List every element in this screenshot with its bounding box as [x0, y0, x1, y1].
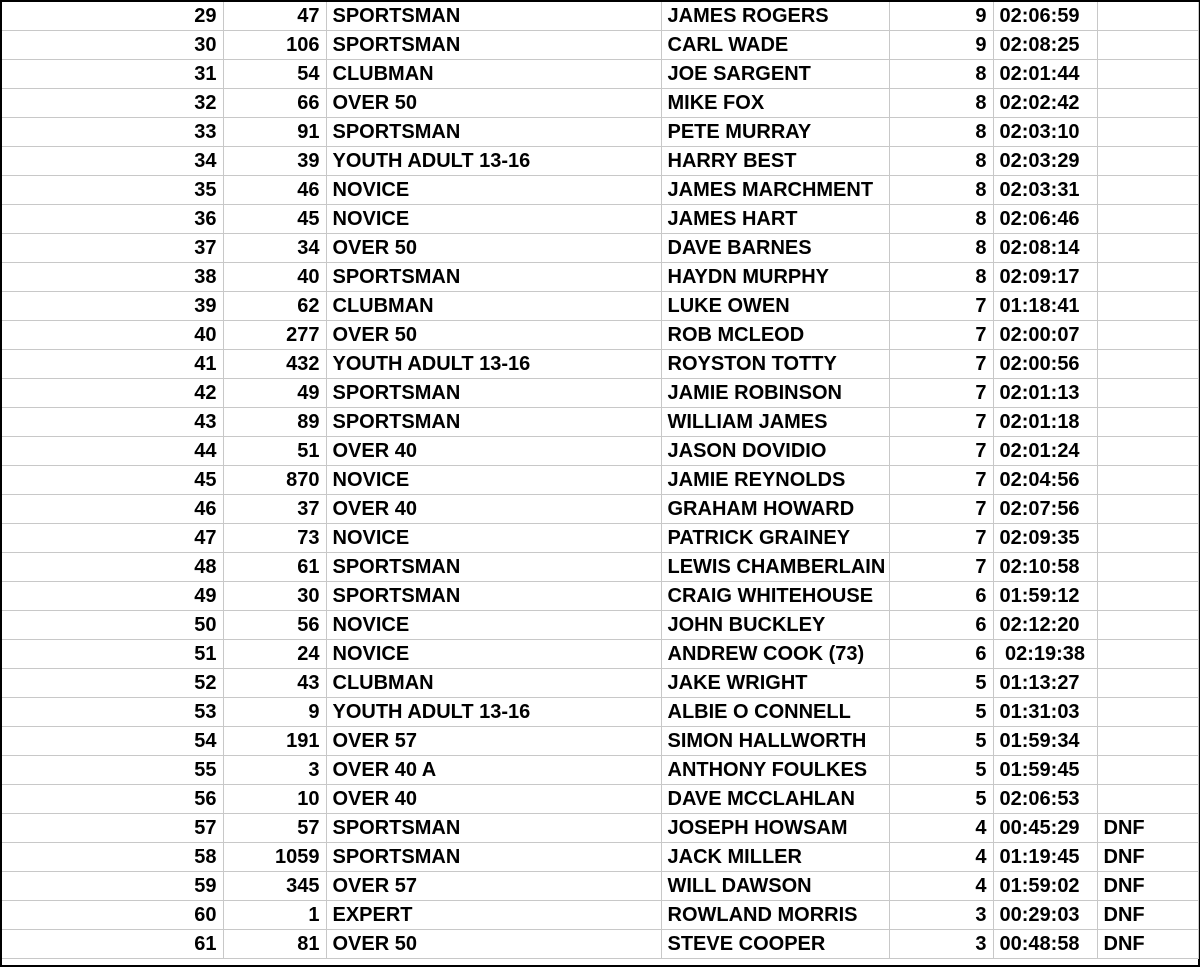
status-cell	[1097, 292, 1198, 321]
rider-name-cell: JAMES MARCHMENT	[661, 176, 889, 205]
rider-name-cell: CARL WADE	[661, 31, 889, 60]
status-cell	[1097, 118, 1198, 147]
status-cell	[1097, 437, 1198, 466]
status-cell: DNF	[1097, 814, 1198, 843]
time-cell: 02:03:10	[993, 118, 1097, 147]
laps-cell: 6	[889, 611, 993, 640]
table-row	[2, 205, 1198, 234]
laps-cell: 7	[889, 379, 993, 408]
laps-cell: 8	[889, 118, 993, 147]
status-cell: DNF	[1097, 901, 1198, 930]
status-cell	[1097, 147, 1198, 176]
rider-number-cell: 81	[223, 930, 326, 959]
rider-number-cell: 30	[223, 582, 326, 611]
position-cell: 48	[2, 553, 223, 582]
rider-name-cell: ANDREW COOK (73)	[661, 640, 889, 669]
laps-cell: 7	[889, 495, 993, 524]
table-row	[2, 785, 1198, 814]
laps-cell: 7	[889, 553, 993, 582]
status-cell	[1097, 205, 1198, 234]
status-cell	[1097, 553, 1198, 582]
rider-name-cell: DAVE BARNES	[661, 234, 889, 263]
class-cell: SPORTSMAN	[326, 408, 661, 437]
rider-number-cell: 56	[223, 611, 326, 640]
position-cell: 59	[2, 872, 223, 901]
table-row	[2, 466, 1198, 495]
time-cell: 01:19:45	[993, 843, 1097, 872]
class-cell: EXPERT	[326, 901, 661, 930]
time-cell: 02:00:07	[993, 321, 1097, 350]
status-cell	[1097, 582, 1198, 611]
rider-number-cell: 106	[223, 31, 326, 60]
time-cell: 02:06:53	[993, 785, 1097, 814]
class-cell: YOUTH ADULT 13-16	[326, 698, 661, 727]
class-cell: CLUBMAN	[326, 292, 661, 321]
laps-cell: 4	[889, 843, 993, 872]
class-cell: OVER 40	[326, 437, 661, 466]
position-cell: 49	[2, 582, 223, 611]
rider-number-cell: 24	[223, 640, 326, 669]
status-cell	[1097, 2, 1198, 31]
rider-number-cell: 45	[223, 205, 326, 234]
class-cell: YOUTH ADULT 13-16	[326, 147, 661, 176]
table-row	[2, 901, 1198, 930]
status-cell	[1097, 524, 1198, 553]
class-cell: CLUBMAN	[326, 60, 661, 89]
class-cell: OVER 50	[326, 321, 661, 350]
rider-number-cell: 43	[223, 669, 326, 698]
position-cell: 50	[2, 611, 223, 640]
status-cell	[1097, 89, 1198, 118]
time-cell: 02:01:13	[993, 379, 1097, 408]
position-cell: 38	[2, 263, 223, 292]
time-cell: 02:09:17	[993, 263, 1097, 292]
class-cell: OVER 57	[326, 872, 661, 901]
laps-cell: 7	[889, 321, 993, 350]
status-cell	[1097, 263, 1198, 292]
rider-number-cell: 1059	[223, 843, 326, 872]
rider-number-cell: 91	[223, 118, 326, 147]
time-cell: 02:01:44	[993, 60, 1097, 89]
position-cell: 36	[2, 205, 223, 234]
class-cell: OVER 57	[326, 727, 661, 756]
rider-name-cell: ROYSTON TOTTY	[661, 350, 889, 379]
laps-cell: 7	[889, 466, 993, 495]
table-row	[2, 31, 1198, 60]
table-row	[2, 669, 1198, 698]
class-cell: YOUTH ADULT 13-16	[326, 350, 661, 379]
class-cell: NOVICE	[326, 640, 661, 669]
class-cell: OVER 40 A	[326, 756, 661, 785]
laps-cell: 8	[889, 205, 993, 234]
rider-name-cell: DAVE MCCLAHLAN	[661, 785, 889, 814]
laps-cell: 8	[889, 176, 993, 205]
rider-name-cell: JAMIE ROBINSON	[661, 379, 889, 408]
time-cell: 00:48:58	[993, 930, 1097, 959]
class-cell: CLUBMAN	[326, 669, 661, 698]
status-cell	[1097, 176, 1198, 205]
class-cell: NOVICE	[326, 524, 661, 553]
laps-cell: 7	[889, 350, 993, 379]
status-cell: DNF	[1097, 930, 1198, 959]
time-cell: 02:03:29	[993, 147, 1097, 176]
rider-number-cell: 54	[223, 60, 326, 89]
time-cell: 02:09:35	[993, 524, 1097, 553]
time-cell: 02:12:20	[993, 611, 1097, 640]
time-cell: 02:01:18	[993, 408, 1097, 437]
time-cell: 02:06:59	[993, 2, 1097, 31]
laps-cell: 5	[889, 727, 993, 756]
rider-name-cell: CRAIG WHITEHOUSE	[661, 582, 889, 611]
laps-cell: 7	[889, 524, 993, 553]
table-row	[2, 930, 1198, 959]
position-cell: 30	[2, 31, 223, 60]
class-cell: SPORTSMAN	[326, 553, 661, 582]
rider-name-cell: ROB MCLEOD	[661, 321, 889, 350]
laps-cell: 3	[889, 930, 993, 959]
table-row	[2, 437, 1198, 466]
rider-number-cell: 57	[223, 814, 326, 843]
table-row	[2, 2, 1198, 31]
status-cell	[1097, 234, 1198, 263]
time-cell: 01:31:03	[993, 698, 1097, 727]
class-cell: SPORTSMAN	[326, 2, 661, 31]
position-cell: 32	[2, 89, 223, 118]
laps-cell: 3	[889, 901, 993, 930]
table-row	[2, 147, 1198, 176]
position-cell: 54	[2, 727, 223, 756]
rider-name-cell: PATRICK GRAINEY	[661, 524, 889, 553]
table-row	[2, 118, 1198, 147]
position-cell: 45	[2, 466, 223, 495]
position-cell: 33	[2, 118, 223, 147]
laps-cell: 9	[889, 2, 993, 31]
rider-name-cell: JOE SARGENT	[661, 60, 889, 89]
time-cell: 02:08:14	[993, 234, 1097, 263]
status-cell	[1097, 321, 1198, 350]
rider-name-cell: JACK MILLER	[661, 843, 889, 872]
laps-cell: 8	[889, 89, 993, 118]
results-table-body	[2, 2, 1198, 959]
rider-name-cell: WILL DAWSON	[661, 872, 889, 901]
table-row	[2, 350, 1198, 379]
table-row	[2, 640, 1198, 669]
table-row	[2, 321, 1198, 350]
class-cell: SPORTSMAN	[326, 582, 661, 611]
laps-cell: 7	[889, 292, 993, 321]
time-cell: 01:59:45	[993, 756, 1097, 785]
class-cell: OVER 40	[326, 495, 661, 524]
time-cell: 01:18:41	[993, 292, 1097, 321]
time-cell: 01:59:12	[993, 582, 1097, 611]
laps-cell: 5	[889, 669, 993, 698]
rider-name-cell: ANTHONY FOULKES	[661, 756, 889, 785]
table-row	[2, 814, 1198, 843]
rider-name-cell: JOSEPH HOWSAM	[661, 814, 889, 843]
class-cell: OVER 50	[326, 89, 661, 118]
time-cell: 01:59:34	[993, 727, 1097, 756]
laps-cell: 5	[889, 698, 993, 727]
rider-name-cell: GRAHAM HOWARD	[661, 495, 889, 524]
table-row	[2, 408, 1198, 437]
table-row	[2, 553, 1198, 582]
rider-number-cell: 345	[223, 872, 326, 901]
status-cell	[1097, 31, 1198, 60]
rider-name-cell: JOHN BUCKLEY	[661, 611, 889, 640]
class-cell: OVER 50	[326, 234, 661, 263]
laps-cell: 6	[889, 582, 993, 611]
rider-number-cell: 46	[223, 176, 326, 205]
class-cell: SPORTSMAN	[326, 814, 661, 843]
rider-name-cell: JASON DOVIDIO	[661, 437, 889, 466]
laps-cell: 7	[889, 408, 993, 437]
time-cell: 01:13:27	[993, 669, 1097, 698]
rider-number-cell: 66	[223, 89, 326, 118]
rider-number-cell: 89	[223, 408, 326, 437]
class-cell: SPORTSMAN	[326, 31, 661, 60]
position-cell: 31	[2, 60, 223, 89]
laps-cell: 6	[889, 640, 993, 669]
table-row	[2, 495, 1198, 524]
time-cell: 02:01:24	[993, 437, 1097, 466]
position-cell: 41	[2, 350, 223, 379]
position-cell: 53	[2, 698, 223, 727]
position-cell: 55	[2, 756, 223, 785]
class-cell: OVER 40	[326, 785, 661, 814]
position-cell: 58	[2, 843, 223, 872]
status-cell	[1097, 611, 1198, 640]
table-row	[2, 263, 1198, 292]
position-cell: 34	[2, 147, 223, 176]
position-cell: 43	[2, 408, 223, 437]
laps-cell: 9	[889, 31, 993, 60]
results-table	[2, 2, 1199, 959]
position-cell: 52	[2, 669, 223, 698]
rider-number-cell: 49	[223, 379, 326, 408]
rider-name-cell: WILLIAM JAMES	[661, 408, 889, 437]
rider-number-cell: 9	[223, 698, 326, 727]
status-cell	[1097, 495, 1198, 524]
rider-name-cell: LUKE OWEN	[661, 292, 889, 321]
position-cell: 47	[2, 524, 223, 553]
laps-cell: 8	[889, 234, 993, 263]
rider-name-cell: PETE MURRAY	[661, 118, 889, 147]
status-cell	[1097, 466, 1198, 495]
position-cell: 42	[2, 379, 223, 408]
table-row	[2, 379, 1198, 408]
laps-cell: 5	[889, 785, 993, 814]
position-cell: 60	[2, 901, 223, 930]
table-row	[2, 176, 1198, 205]
rider-number-cell: 432	[223, 350, 326, 379]
laps-cell: 8	[889, 60, 993, 89]
time-cell: 02:10:58	[993, 553, 1097, 582]
rider-number-cell: 61	[223, 553, 326, 582]
rider-number-cell: 191	[223, 727, 326, 756]
table-row	[2, 698, 1198, 727]
position-cell: 51	[2, 640, 223, 669]
rider-name-cell: HAYDN MURPHY	[661, 263, 889, 292]
time-cell: 02:07:56	[993, 495, 1097, 524]
rider-number-cell: 277	[223, 321, 326, 350]
table-row	[2, 582, 1198, 611]
rider-name-cell: HARRY BEST	[661, 147, 889, 176]
position-cell: 57	[2, 814, 223, 843]
rider-name-cell: STEVE COOPER	[661, 930, 889, 959]
rider-number-cell: 40	[223, 263, 326, 292]
laps-cell: 8	[889, 263, 993, 292]
status-cell	[1097, 379, 1198, 408]
rider-name-cell: JAMES HART	[661, 205, 889, 234]
status-cell	[1097, 727, 1198, 756]
rider-number-cell: 73	[223, 524, 326, 553]
time-cell: 00:29:03	[993, 901, 1097, 930]
rider-number-cell: 10	[223, 785, 326, 814]
rider-name-cell: ROWLAND MORRIS	[661, 901, 889, 930]
position-cell: 44	[2, 437, 223, 466]
status-cell: DNF	[1097, 843, 1198, 872]
rider-number-cell: 39	[223, 147, 326, 176]
table-row	[2, 89, 1198, 118]
table-row	[2, 872, 1198, 901]
table-row	[2, 60, 1198, 89]
class-cell: SPORTSMAN	[326, 843, 661, 872]
status-cell	[1097, 408, 1198, 437]
table-row	[2, 611, 1198, 640]
rider-name-cell: JAMES ROGERS	[661, 2, 889, 31]
table-row	[2, 234, 1198, 263]
class-cell: NOVICE	[326, 466, 661, 495]
position-cell: 40	[2, 321, 223, 350]
rider-number-cell: 47	[223, 2, 326, 31]
time-cell: 02:00:56	[993, 350, 1097, 379]
rider-name-cell: LEWIS CHAMBERLAIN	[661, 553, 889, 582]
status-cell	[1097, 785, 1198, 814]
time-cell: 02:04:56	[993, 466, 1097, 495]
status-cell: DNF	[1097, 872, 1198, 901]
table-row	[2, 524, 1198, 553]
status-cell	[1097, 60, 1198, 89]
time-cell: 01:59:02	[993, 872, 1097, 901]
rider-number-cell: 3	[223, 756, 326, 785]
laps-cell: 4	[889, 814, 993, 843]
class-cell: SPORTSMAN	[326, 379, 661, 408]
time-cell: 02:06:46	[993, 205, 1097, 234]
position-cell: 39	[2, 292, 223, 321]
status-cell	[1097, 698, 1198, 727]
class-cell: NOVICE	[326, 176, 661, 205]
class-cell: OVER 50	[326, 930, 661, 959]
position-cell: 37	[2, 234, 223, 263]
time-cell: 02:19:38	[993, 640, 1097, 669]
laps-cell: 7	[889, 437, 993, 466]
position-cell: 29	[2, 2, 223, 31]
time-cell: 02:08:25	[993, 31, 1097, 60]
rider-number-cell: 1	[223, 901, 326, 930]
class-cell: NOVICE	[326, 205, 661, 234]
class-cell: SPORTSMAN	[326, 263, 661, 292]
rider-number-cell: 37	[223, 495, 326, 524]
laps-cell: 5	[889, 756, 993, 785]
position-cell: 46	[2, 495, 223, 524]
class-cell: SPORTSMAN	[326, 118, 661, 147]
table-row	[2, 843, 1198, 872]
laps-cell: 8	[889, 147, 993, 176]
status-cell	[1097, 350, 1198, 379]
table-row	[2, 292, 1198, 321]
rider-name-cell: SIMON HALLWORTH	[661, 727, 889, 756]
rider-name-cell: JAMIE REYNOLDS	[661, 466, 889, 495]
position-cell: 61	[2, 930, 223, 959]
rider-number-cell: 870	[223, 466, 326, 495]
rider-number-cell: 62	[223, 292, 326, 321]
laps-cell: 4	[889, 872, 993, 901]
class-cell: NOVICE	[326, 611, 661, 640]
time-cell: 02:03:31	[993, 176, 1097, 205]
table-row	[2, 727, 1198, 756]
table-row	[2, 756, 1198, 785]
rider-number-cell: 34	[223, 234, 326, 263]
status-cell	[1097, 640, 1198, 669]
rider-name-cell: MIKE FOX	[661, 89, 889, 118]
time-cell: 02:02:42	[993, 89, 1097, 118]
rider-name-cell: ALBIE O CONNELL	[661, 698, 889, 727]
time-cell: 00:45:29	[993, 814, 1097, 843]
position-cell: 35	[2, 176, 223, 205]
position-cell: 56	[2, 785, 223, 814]
rider-name-cell: JAKE WRIGHT	[661, 669, 889, 698]
rider-number-cell: 51	[223, 437, 326, 466]
status-cell	[1097, 756, 1198, 785]
status-cell	[1097, 669, 1198, 698]
